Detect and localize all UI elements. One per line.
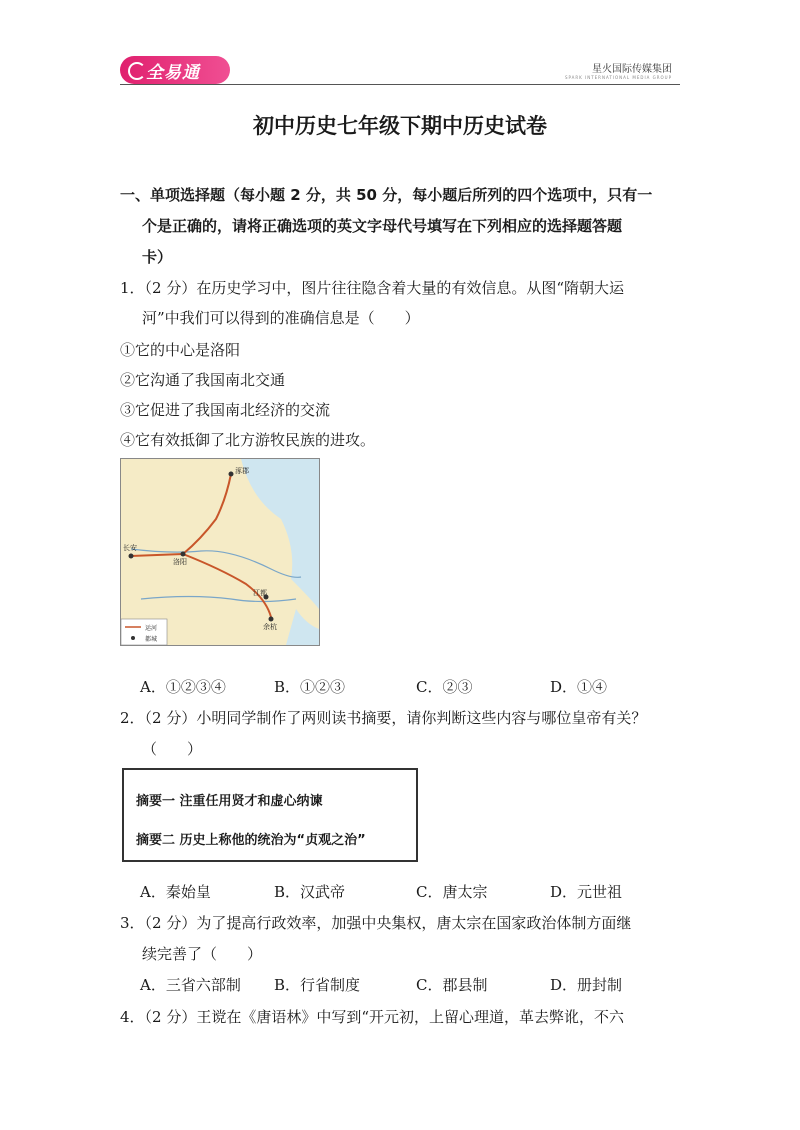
page-title: 初中历史七年级下期中历史试卷 <box>253 114 547 138</box>
publisher-brand <box>565 60 672 80</box>
label-luoyang: 洛阳 <box>173 558 187 566</box>
q2-option-b[interactable]: B．汉武帝 <box>274 883 346 901</box>
sea-area-south <box>286 609 319 645</box>
sui-grand-canal-map <box>120 458 320 646</box>
q2-reading-summary-box <box>122 768 418 862</box>
map-legend <box>121 619 167 645</box>
q2-option-d[interactable]: D．元世祖 <box>550 883 623 901</box>
label-changan: 长安 <box>123 544 137 552</box>
q3-option-b[interactable]: B．行省制度 <box>274 976 361 994</box>
publisher-subtitle: SPARK INTERNATIONAL MEDIA GROUP <box>564 75 672 80</box>
label-yuhang: 余杭 <box>263 623 277 631</box>
q3-stem-line-2: 续完善了（ ） <box>142 945 263 963</box>
q1-stem-line-2: 河”中我们可以得到的准确信息是（ ） <box>142 309 420 327</box>
label-jiangdu: 江都 <box>253 589 267 597</box>
logo-swirl-icon <box>128 62 146 80</box>
q1-statement-3: ③它促进了我国南北经济的交流 <box>120 401 331 419</box>
q1-stem-line-1: 1．（2 分）在历史学习中，图片往往隐含着大量的有效信息。从图“隋朝大运 <box>120 279 625 297</box>
q1-statement-2: ②它沟通了我国南北交通 <box>120 371 286 389</box>
q2-stem-line-2: （ ） <box>142 740 203 758</box>
city-yuhang <box>269 617 274 622</box>
yangtze-river <box>141 597 296 602</box>
q4-stem-line-1: 4．（2 分）王谠在《唐语林》中写到“开元初，上留心理道，革去弊讹，不六 <box>120 1008 625 1026</box>
header-divider <box>120 84 680 85</box>
logo-text: 全易通 <box>146 62 200 83</box>
section-instructions <box>120 180 680 273</box>
section-line-2: 个是正确的，请将正确选项的英文字母代号填写在下列相应的选择题答题 <box>142 217 623 235</box>
q1-option-a[interactable]: A．①②③④ <box>140 678 226 696</box>
publisher-name: 星火国际传媒集团 <box>592 64 672 75</box>
q1-option-d[interactable]: D．①④ <box>550 678 608 696</box>
q2-option-a[interactable]: A．秦始皇 <box>140 883 211 901</box>
q1-statement-4: ④它有效抵御了北方游牧民族的进攻。 <box>120 431 376 449</box>
q2-option-c[interactable]: C．唐太宗 <box>416 883 488 901</box>
city-zhuojun <box>229 472 234 477</box>
brand-logo <box>120 56 230 84</box>
q3-option-d[interactable]: D．册封制 <box>550 976 623 994</box>
page-header <box>120 56 680 86</box>
legend-capital-swatch <box>131 636 135 640</box>
q3-option-a[interactable]: A．三省六部制 <box>140 976 241 994</box>
q2-summary-1: 摘要一 注重任用贤才和虚心纳谏 <box>136 794 323 809</box>
city-luoyang <box>181 552 186 557</box>
q3-option-c[interactable]: C．郡县制 <box>416 976 488 994</box>
yellow-river <box>131 549 301 577</box>
section-line-3: 卡） <box>142 248 173 266</box>
legend-capital-label: 都城 <box>145 636 158 643</box>
q1-option-b[interactable]: B．①②③ <box>274 678 346 696</box>
city-changan <box>129 554 134 559</box>
q2-summary-2: 摘要二 历史上称他的统治为“贞观之治” <box>136 833 366 848</box>
sea-area <box>241 459 319 609</box>
canal-map-graphic <box>121 459 319 645</box>
label-zhuojun: 涿郡 <box>235 467 249 475</box>
q1-option-c[interactable]: C．②③ <box>416 678 473 696</box>
section-line-1: 一、单项选择题（每小题 2 分，共 50 分，每小题后所列的四个选项中，只有一 <box>120 186 653 204</box>
q1-statement-1: ①它的中心是洛阳 <box>120 341 241 359</box>
q3-stem-line-1: 3．（2 分）为了提高行政效率，加强中央集权，唐太宗在国家政治体制方面继 <box>120 914 632 932</box>
canal-route-west <box>131 554 183 556</box>
legend-canal-label: 运河 <box>145 625 158 632</box>
q2-stem-line-1: 2．（2 分）小明同学制作了两则读书摘要，请你判断这些内容与哪位皇帝有关？ <box>120 709 647 727</box>
